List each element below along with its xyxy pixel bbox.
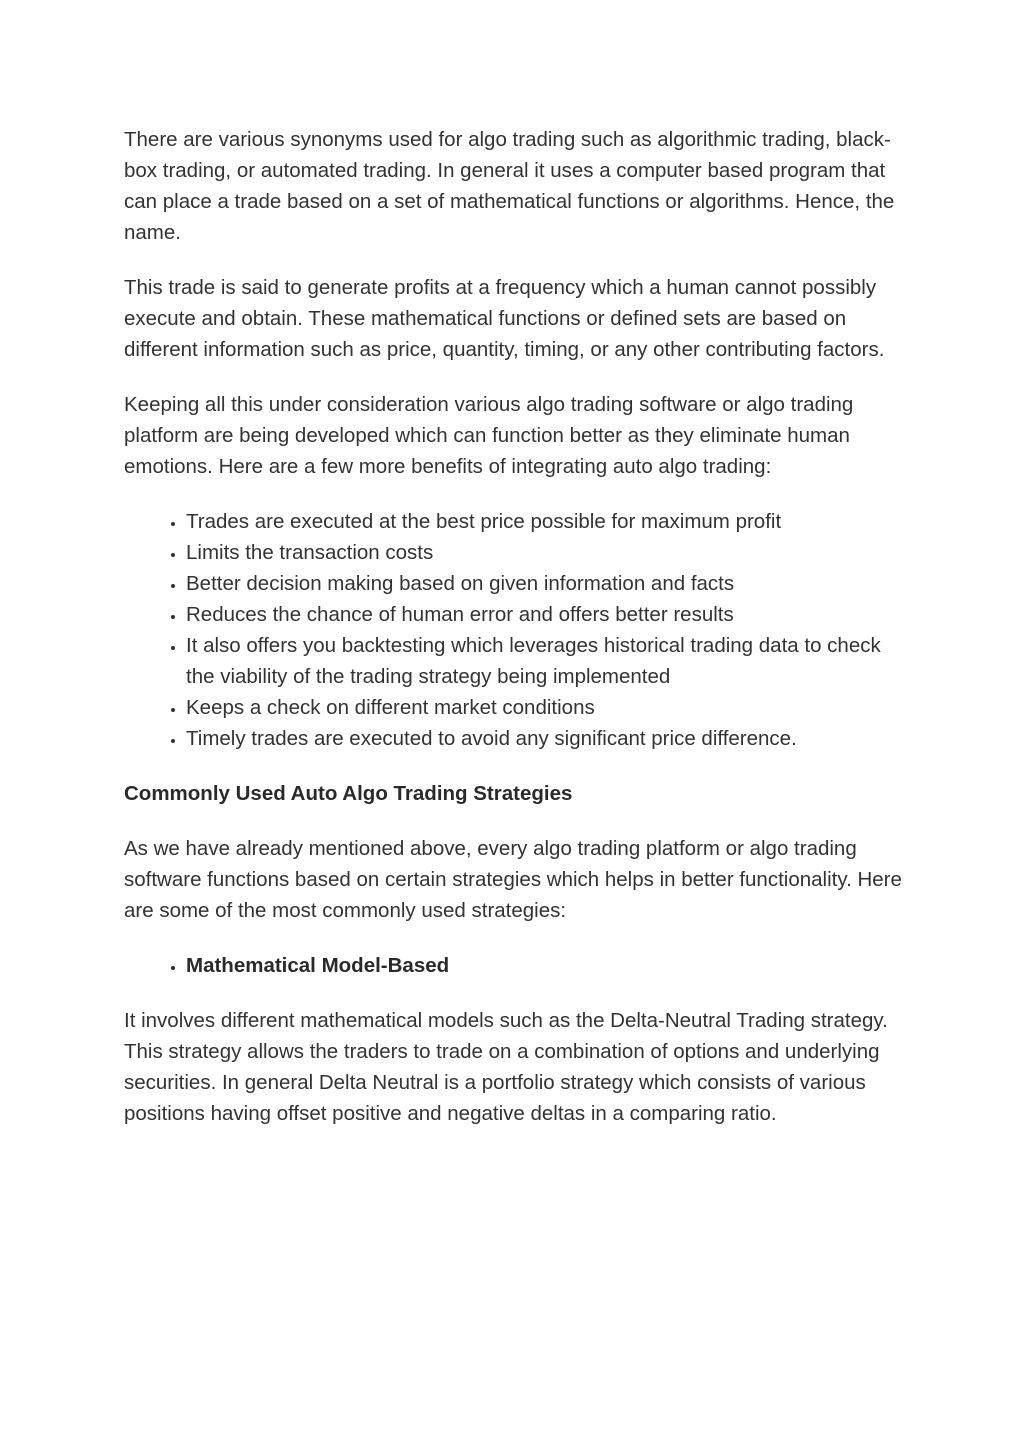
list-item: • Limits the transaction costs xyxy=(186,537,914,568)
section-heading: Commonly Used Auto Algo Trading Strategies xyxy=(124,782,573,805)
document-page xyxy=(124,124,914,1153)
list-item: • Trades are executed at the best price possible for maximum profit xyxy=(186,506,914,537)
list-item: • Mathematical Model-Based xyxy=(186,950,914,981)
list-item: • Keeps a check on different market conditions xyxy=(186,692,914,723)
benefits-list xyxy=(124,506,914,754)
list-item: • Timely trades are executed to avoid any significant price difference. xyxy=(186,723,914,754)
list-item: • Better decision making based on given information and facts xyxy=(186,568,914,599)
profit-paragraph: This trade is said to generate profits at a frequency which a human cannot possibly execute and obtain. These mathematical functions or defined sets are based on different information such as price, quantity, timing, or any other contributing factors. xyxy=(124,276,885,361)
strategy-detail-paragraph: It involves different mathematical models such as the Delta-Neutral Trading strategy. This strategy allows the traders to trade on a combination of options and underlying securities. In general Delta Neutral is a portfolio strategy which consists of various positions having offset positive and negative deltas in a comparing ratio. xyxy=(124,1009,888,1125)
strategies-intro-paragraph: As we have already mentioned above, every algo trading platform or algo trading software functions based on certain strategies which helps in better functionality. Here are some of the most commonly used strategies: xyxy=(124,837,902,922)
benefits-intro-paragraph: Keeping all this under consideration various algo trading software or algo trading platform are being developed which can function better as they eliminate human emotions. Here are a few more benefits of integrating auto algo trading: xyxy=(124,393,854,478)
intro-paragraph: There are various synonyms used for algo trading such as algorithmic trading, black-box trading, or automated trading. In general it uses a computer based program that can place a trade based on a set of mathematical functions or algorithms. Hence, the name. xyxy=(124,128,895,244)
strategy-list xyxy=(124,950,914,981)
list-item: • It also offers you backtesting which leverages historical trading data to check the viability of the trading strategy being implemented xyxy=(186,630,914,692)
list-item: • Reduces the chance of human error and offers better results xyxy=(186,599,914,630)
